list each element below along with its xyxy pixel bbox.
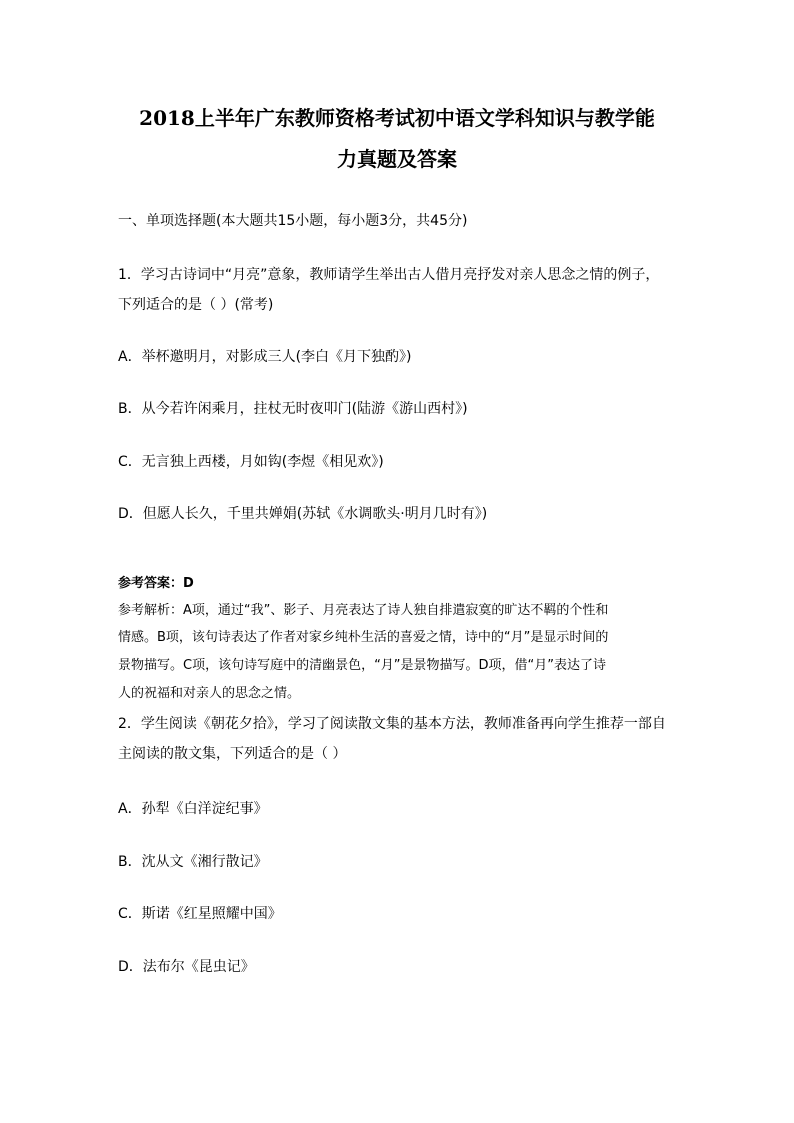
question-1-option-a: A．举杯邀明月，对影成三人(李白《月下独酌》) [118,349,412,365]
question-2-option-c: C．斯诺《红星照耀中国》 [118,906,282,922]
question-1-analysis-line-3: 景物描写。C项，该句诗写庭中的清幽景色，“月”是景物描写。D项，借“月”表达了诗 [118,658,607,673]
question-2-option-b: B．沈从文《湘行散记》 [118,854,268,870]
question-1-option-b: B．从今若许闲乘月，拄杖无时夜叩门(陆游《游山西村》) [118,401,468,417]
question-2-stem-line-2: 主阅读的散文集，下列适合的是（ ） [118,746,347,762]
document-title-line-1: 2018上半年广东教师资格考试初中语文学科知识与教学能 [139,106,655,130]
question-1-option-d: D．但愿人长久，千里共婵娟(苏轼《水调歌头·明月几时有》) [118,506,488,522]
question-1-answer: 参考答案：D [118,576,194,591]
section-heading: 一、单项选择题(本大题共15小题，每小题3分，共45分) [118,213,468,229]
question-1-analysis-line-4: 人的祝福和对亲人的思念之情。 [118,686,301,701]
question-2-stem-line-1: 2．学生阅读《朝花夕拾》，学习了阅读散文集的基本方法，教师准备再向学生推荐一部自 [118,716,666,732]
question-2-option-a: A．孙犁《白洋淀纪事》 [118,801,268,817]
question-1-analysis-line-2: 情感。B项，该句诗表达了作者对家乡纯朴生活的喜爱之情，诗中的“月”是显示时间的 [118,630,609,645]
question-1-analysis-line-1: 参考解析：A项，通过“我”、影子、月亮表达了诗人独自排遣寂寞的旷达不羁的个性和 [118,603,609,618]
question-2-option-d: D．法布尔《昆虫记》 [118,959,255,975]
question-1-stem-line-1: 1．学习古诗词中“月亮”意象，教师请学生举出古人借月亮抒发对亲人思念之情的例子， [118,267,660,283]
document-title-line-2: 力真题及答案 [337,147,457,171]
question-1-option-c: C．无言独上西楼，月如钩(李煜《相见欢》) [118,454,384,470]
question-1-stem-line-2: 下列适合的是（ ）(常考) [118,297,274,313]
